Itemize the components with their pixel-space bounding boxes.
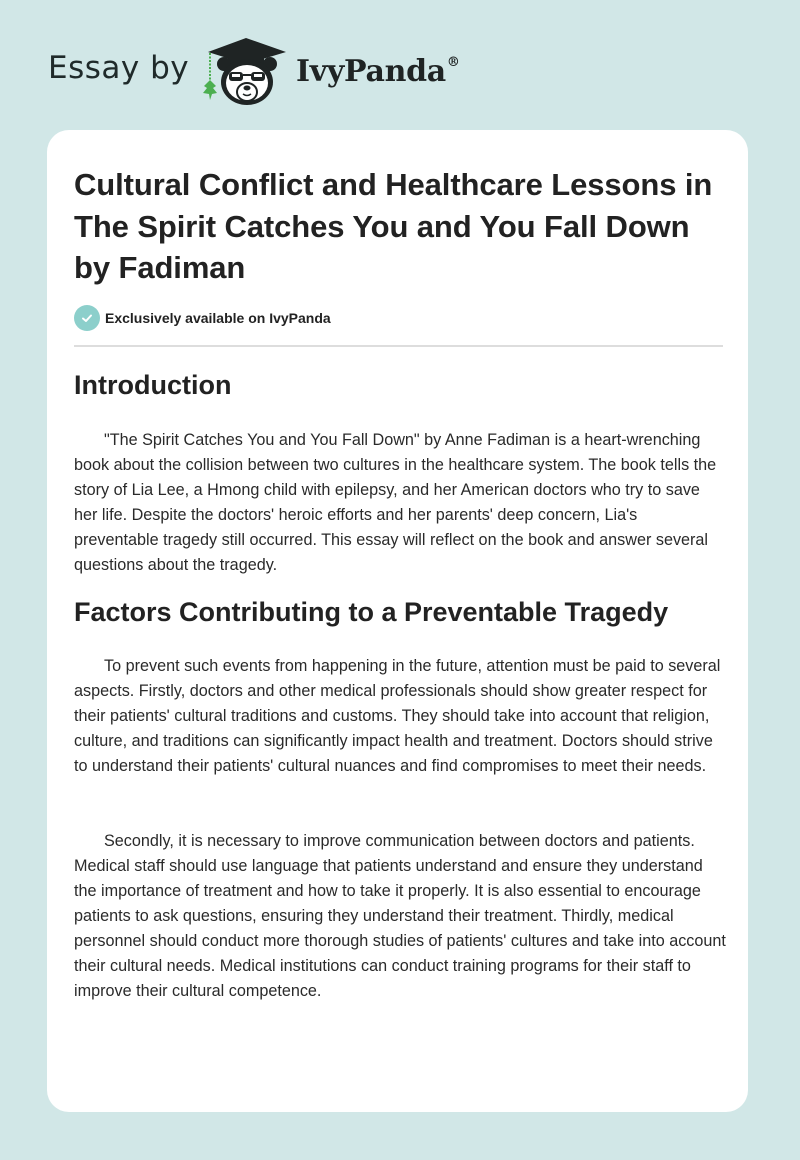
divider xyxy=(74,345,723,347)
check-circle-icon xyxy=(74,305,100,331)
paragraph: Secondly, it is necessary to improve communication between doctors and patients. Medical staff should use language that patients understand and ensure they understand the importance of treatment and how to take it properly. It is also essential to encourage patients to ask questions, ensuring they understand their treatment. Thirdly, medical personnel should conduct more thorough studies of patients' cultures and take into account their cultural needs. Medical institutions can conduct training programs for their staff to improve their cultural competence. xyxy=(74,832,726,1000)
section-heading-factors: Factors Contributing to a Preventable Tragedy xyxy=(74,597,669,627)
section-heading-introduction: Introduction xyxy=(74,370,232,400)
essay-card xyxy=(47,130,748,1112)
exclusive-badge xyxy=(74,305,331,331)
site-header xyxy=(0,0,800,130)
exclusive-badge-text: Exclusively available on IvyPanda xyxy=(105,310,331,326)
panda-graduate-icon[interactable] xyxy=(200,34,292,108)
brand-name[interactable]: IvyPanda® xyxy=(296,54,460,89)
page-title: Cultural Conflict and Healthcare Lessons in The Spirit Catches You and You Fall Down by Fadiman xyxy=(74,167,713,285)
paragraph: "The Spirit Catches You and You Fall Down" by Anne Fadiman is a heart-wrenching book about the collision between two cultures in the healthcare system. The book tells the story of Lia Lee, a Hmong child with epilepsy, and her American doctors who try to save her life. Despite the doctors' heroic efforts and her parents' deep concern, Lia's preventable tragedy still occurred. This essay will reflect on the book and answer several questions about the tragedy. xyxy=(74,431,717,574)
paragraph: To prevent such events from happening in the future, attention must be paid to several aspects. Firstly, doctors and other medical professionals should show greater respect for their patients' cultural traditions and customs. They should take into account that religion, culture, and traditions can significantly impact health and treatment. Doctors should strive to understand their patients' cultural nuances and find compromises to meet their needs. xyxy=(74,657,721,775)
registered-mark: ® xyxy=(446,55,460,70)
essay-by-label: Essay by xyxy=(48,50,190,86)
